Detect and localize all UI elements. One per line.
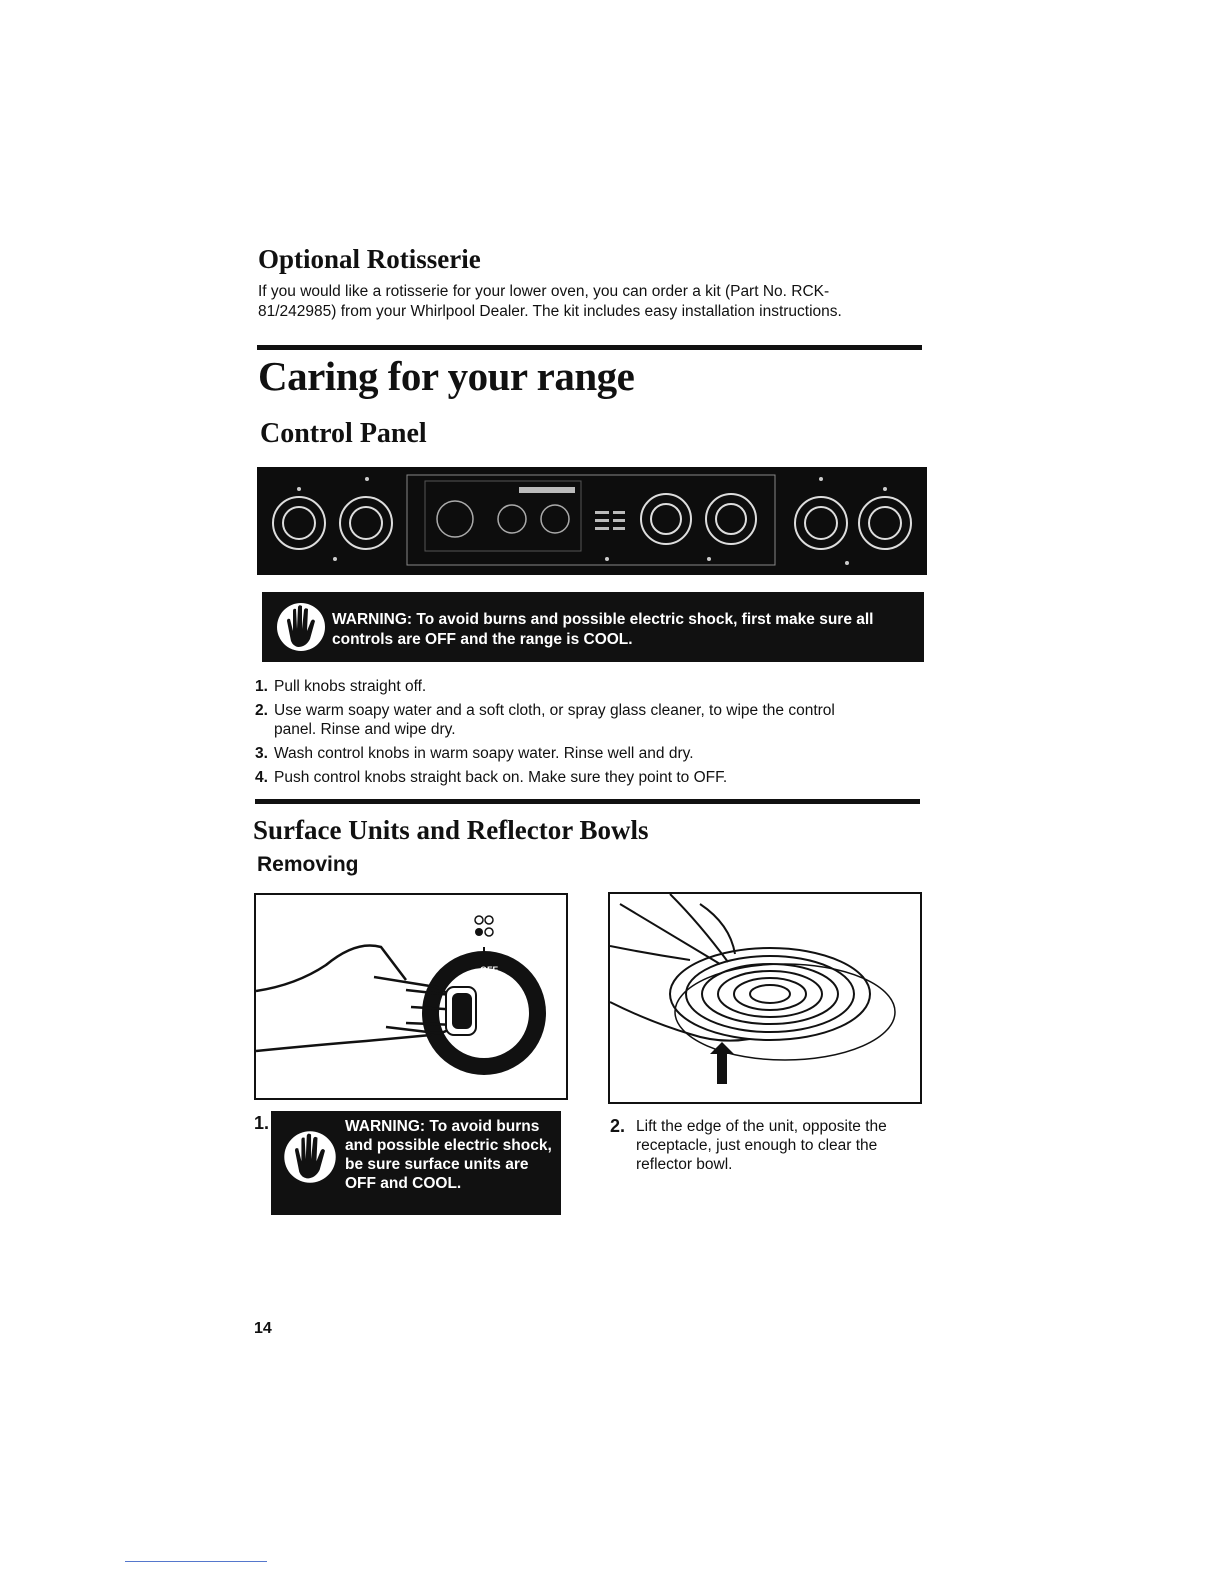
list-item: 3. Wash control knobs in warm soapy water. Rinse well and dry.	[255, 745, 694, 762]
rotisserie-body: If you would like a rotisserie for your lower oven, you can order a kit (Part No. RCK-81/242985) from your Whirlpool Dealer. The kit includes easy installation instructions.	[258, 283, 842, 320]
knob-removal-figure	[254, 893, 568, 1100]
hand-stop-icon	[276, 599, 326, 655]
step-2-number: 2.	[610, 1116, 626, 1136]
cleaning-steps	[255, 677, 875, 792]
surface-units-heading: Surface Units and Reflector Bowls	[253, 815, 649, 845]
section-divider	[255, 799, 920, 804]
removing-subheading: Removing	[257, 853, 359, 876]
surface-unit-warning	[271, 1111, 561, 1215]
list-item: 4. Push control knobs straight back on. Make sure they point to OFF.	[255, 769, 728, 786]
page-title: Caring for your range	[258, 353, 635, 399]
control-panel-illustration	[257, 467, 927, 575]
knob-off-label: OFF	[480, 965, 498, 975]
page-number: 14	[254, 1320, 272, 1337]
list-item: 1. Pull knobs straight off.	[255, 678, 427, 695]
list-item: 2. Use warm soapy water and a soft cloth, or spray glass cleaner, to wipe the control panel. Rinse and wipe dry.	[255, 702, 835, 738]
rotisserie-heading: Optional Rotisserie	[258, 244, 481, 274]
footer-rule	[125, 1561, 267, 1562]
control-panel-drawing	[257, 467, 927, 575]
control-panel-heading: Control Panel	[260, 418, 427, 449]
section-divider	[257, 345, 922, 350]
surface-unit-illustration	[610, 894, 920, 1102]
knob-illustration	[256, 895, 566, 1098]
surface-unit-lift-figure	[608, 892, 922, 1104]
hand-stop-icon	[283, 1127, 337, 1187]
step-2-text: Lift the edge of the unit, opposite the receptacle, just enough to clear the reflector bowl.	[636, 1118, 887, 1173]
surface-unit-warning-text: WARNING: To avoid burns and possible electric shock, be sure surface units are OFF and COOL.	[345, 1118, 552, 1192]
control-panel-warning-text: WARNING: To avoid burns and possible electric shock, first make sure all controls are OFF and the range is COOL.	[332, 611, 874, 648]
control-panel-warning	[262, 592, 924, 662]
step-2	[610, 1117, 910, 1174]
step-1-number: 1.	[254, 1113, 270, 1133]
